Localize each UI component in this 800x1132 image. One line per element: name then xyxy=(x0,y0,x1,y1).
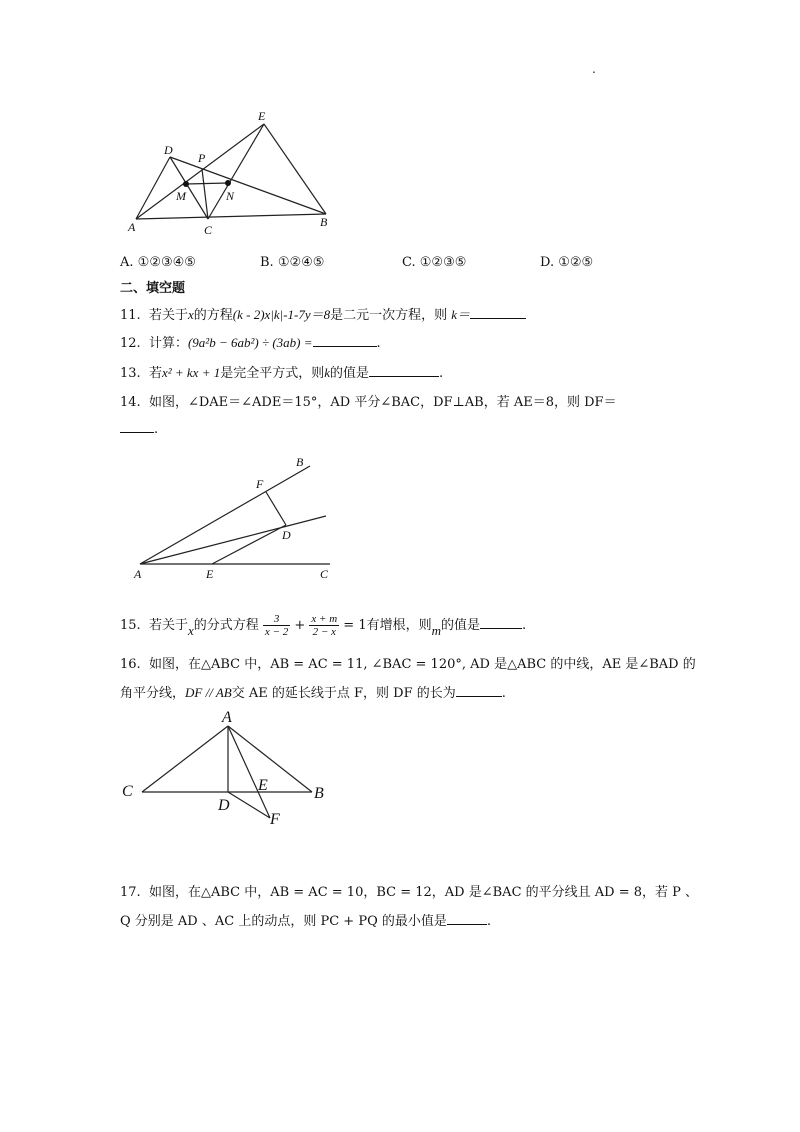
question-17: 17. 如图，在△ABC 中，AB = AC = 10，BC = 12，AD 是∠BAC 的平分线且 AD = 8，若 P 、 xyxy=(120,885,699,900)
fig3-line-ca xyxy=(142,726,228,792)
fig1-line-ae xyxy=(136,124,264,219)
question-11: 11. 若关于x的方程(k - 2)x|k|-1-7y＝8是二元一次方程，则 k＝ xyxy=(120,306,526,325)
fig1-label-m: M xyxy=(176,189,186,203)
fig1-label-p: P xyxy=(198,151,206,165)
answer-blank-14[interactable] xyxy=(120,420,154,433)
fig1-line-ce xyxy=(208,124,264,219)
fig2-line-ab xyxy=(140,466,310,564)
fig3-label-e: E xyxy=(258,777,268,794)
fig3-line-af xyxy=(228,726,270,818)
fig2-label-d: D xyxy=(282,528,291,542)
fig1-line-db xyxy=(170,157,326,214)
question-14-line2: . xyxy=(120,420,158,439)
fig2-label-a: A xyxy=(134,567,142,581)
option-c[interactable]: C. ①②③⑤ xyxy=(402,255,467,270)
fig2-line-ad xyxy=(140,516,326,564)
question-16-line2: 角平分线，DF // AB交 AE 的延长线于点 F，则 DF 的长为 . xyxy=(120,685,506,701)
fig1-label-a: A xyxy=(128,220,136,234)
fraction-1: $\frac{3}{x - 2}$ xyxy=(264,613,289,638)
fig1-label-d: D xyxy=(164,143,173,157)
question-12: 12. 计算：(9a²b − 6ab²) ÷ (3ab) = . xyxy=(120,335,381,351)
fig1-line-mn xyxy=(186,183,228,184)
figure-1 xyxy=(118,104,338,236)
fig2-label-e: E xyxy=(206,567,214,581)
fig3-label-b: B xyxy=(314,785,324,802)
fig1-point-n xyxy=(225,180,231,186)
question-16: 16. 如图，在△ABC 中，AB = AC = 11, ∠BAC = 120°, AD 是△ABC 的中线，AE 是∠BAD 的 xyxy=(120,657,696,672)
fig1-line-eb xyxy=(264,124,326,214)
question-14: 14. 如图，∠DAE＝∠ADE＝15°，AD 平分∠BAC，DF⊥AB，若 AE＝8，则 DF＝ xyxy=(120,395,617,410)
page-mark: . xyxy=(592,62,596,76)
section-title: 二、填空题 xyxy=(120,281,186,296)
answer-blank-15[interactable] xyxy=(480,616,522,629)
fig2-label-b: B xyxy=(296,455,304,469)
option-d[interactable]: D. ①②⑤ xyxy=(540,255,594,270)
fig1-line-ab xyxy=(136,214,326,219)
fig3-label-c: C xyxy=(122,783,133,800)
answer-blank-16[interactable] xyxy=(456,684,502,697)
fig2-label-c: C xyxy=(320,567,329,581)
fig3-label-a: A xyxy=(222,709,232,726)
answer-blank-12[interactable] xyxy=(313,334,377,347)
answer-blank-17[interactable] xyxy=(447,912,487,925)
option-b[interactable]: B. ①②④⑤ xyxy=(260,255,325,270)
fig2-label-f: F xyxy=(256,477,264,491)
question-13: 13. 若x² + kx + 1是完全平方式，则k的值是 . xyxy=(120,365,444,381)
fig3-line-ab xyxy=(228,726,312,792)
fraction-2: $\frac{x + m}{2 - x}$ xyxy=(311,613,338,638)
figure-3 xyxy=(116,706,346,830)
fig3-label-d: D xyxy=(218,797,230,814)
fig1-label-c: C xyxy=(204,223,213,236)
fig2-line-fd xyxy=(266,492,286,525)
fig1-line-ad xyxy=(136,157,170,219)
question-17-line2: Q 分别是 AD 、AC 上的动点，则 PC + PQ 的最小值是 . xyxy=(120,914,491,929)
fig1-label-e: E xyxy=(258,109,266,123)
question-15: 15. 若关于x的分式方程 $\frac{3}{x - 2}$ + $\frac{x + m}{2 - x}$ = 1有增根，则m的值是 . xyxy=(120,613,527,638)
fig2-line-ed xyxy=(212,525,286,564)
figure-2 xyxy=(128,452,338,584)
fig1-line-dc xyxy=(170,157,208,219)
answer-blank-11[interactable] xyxy=(470,306,526,319)
answer-blank-13[interactable] xyxy=(369,364,439,377)
fig1-label-b: B xyxy=(320,215,328,229)
option-a[interactable]: A. ①②③④⑤ xyxy=(120,255,196,270)
fig1-label-n: N xyxy=(226,189,235,203)
fig1-point-m xyxy=(183,181,189,187)
fig3-label-f: F xyxy=(270,811,280,828)
